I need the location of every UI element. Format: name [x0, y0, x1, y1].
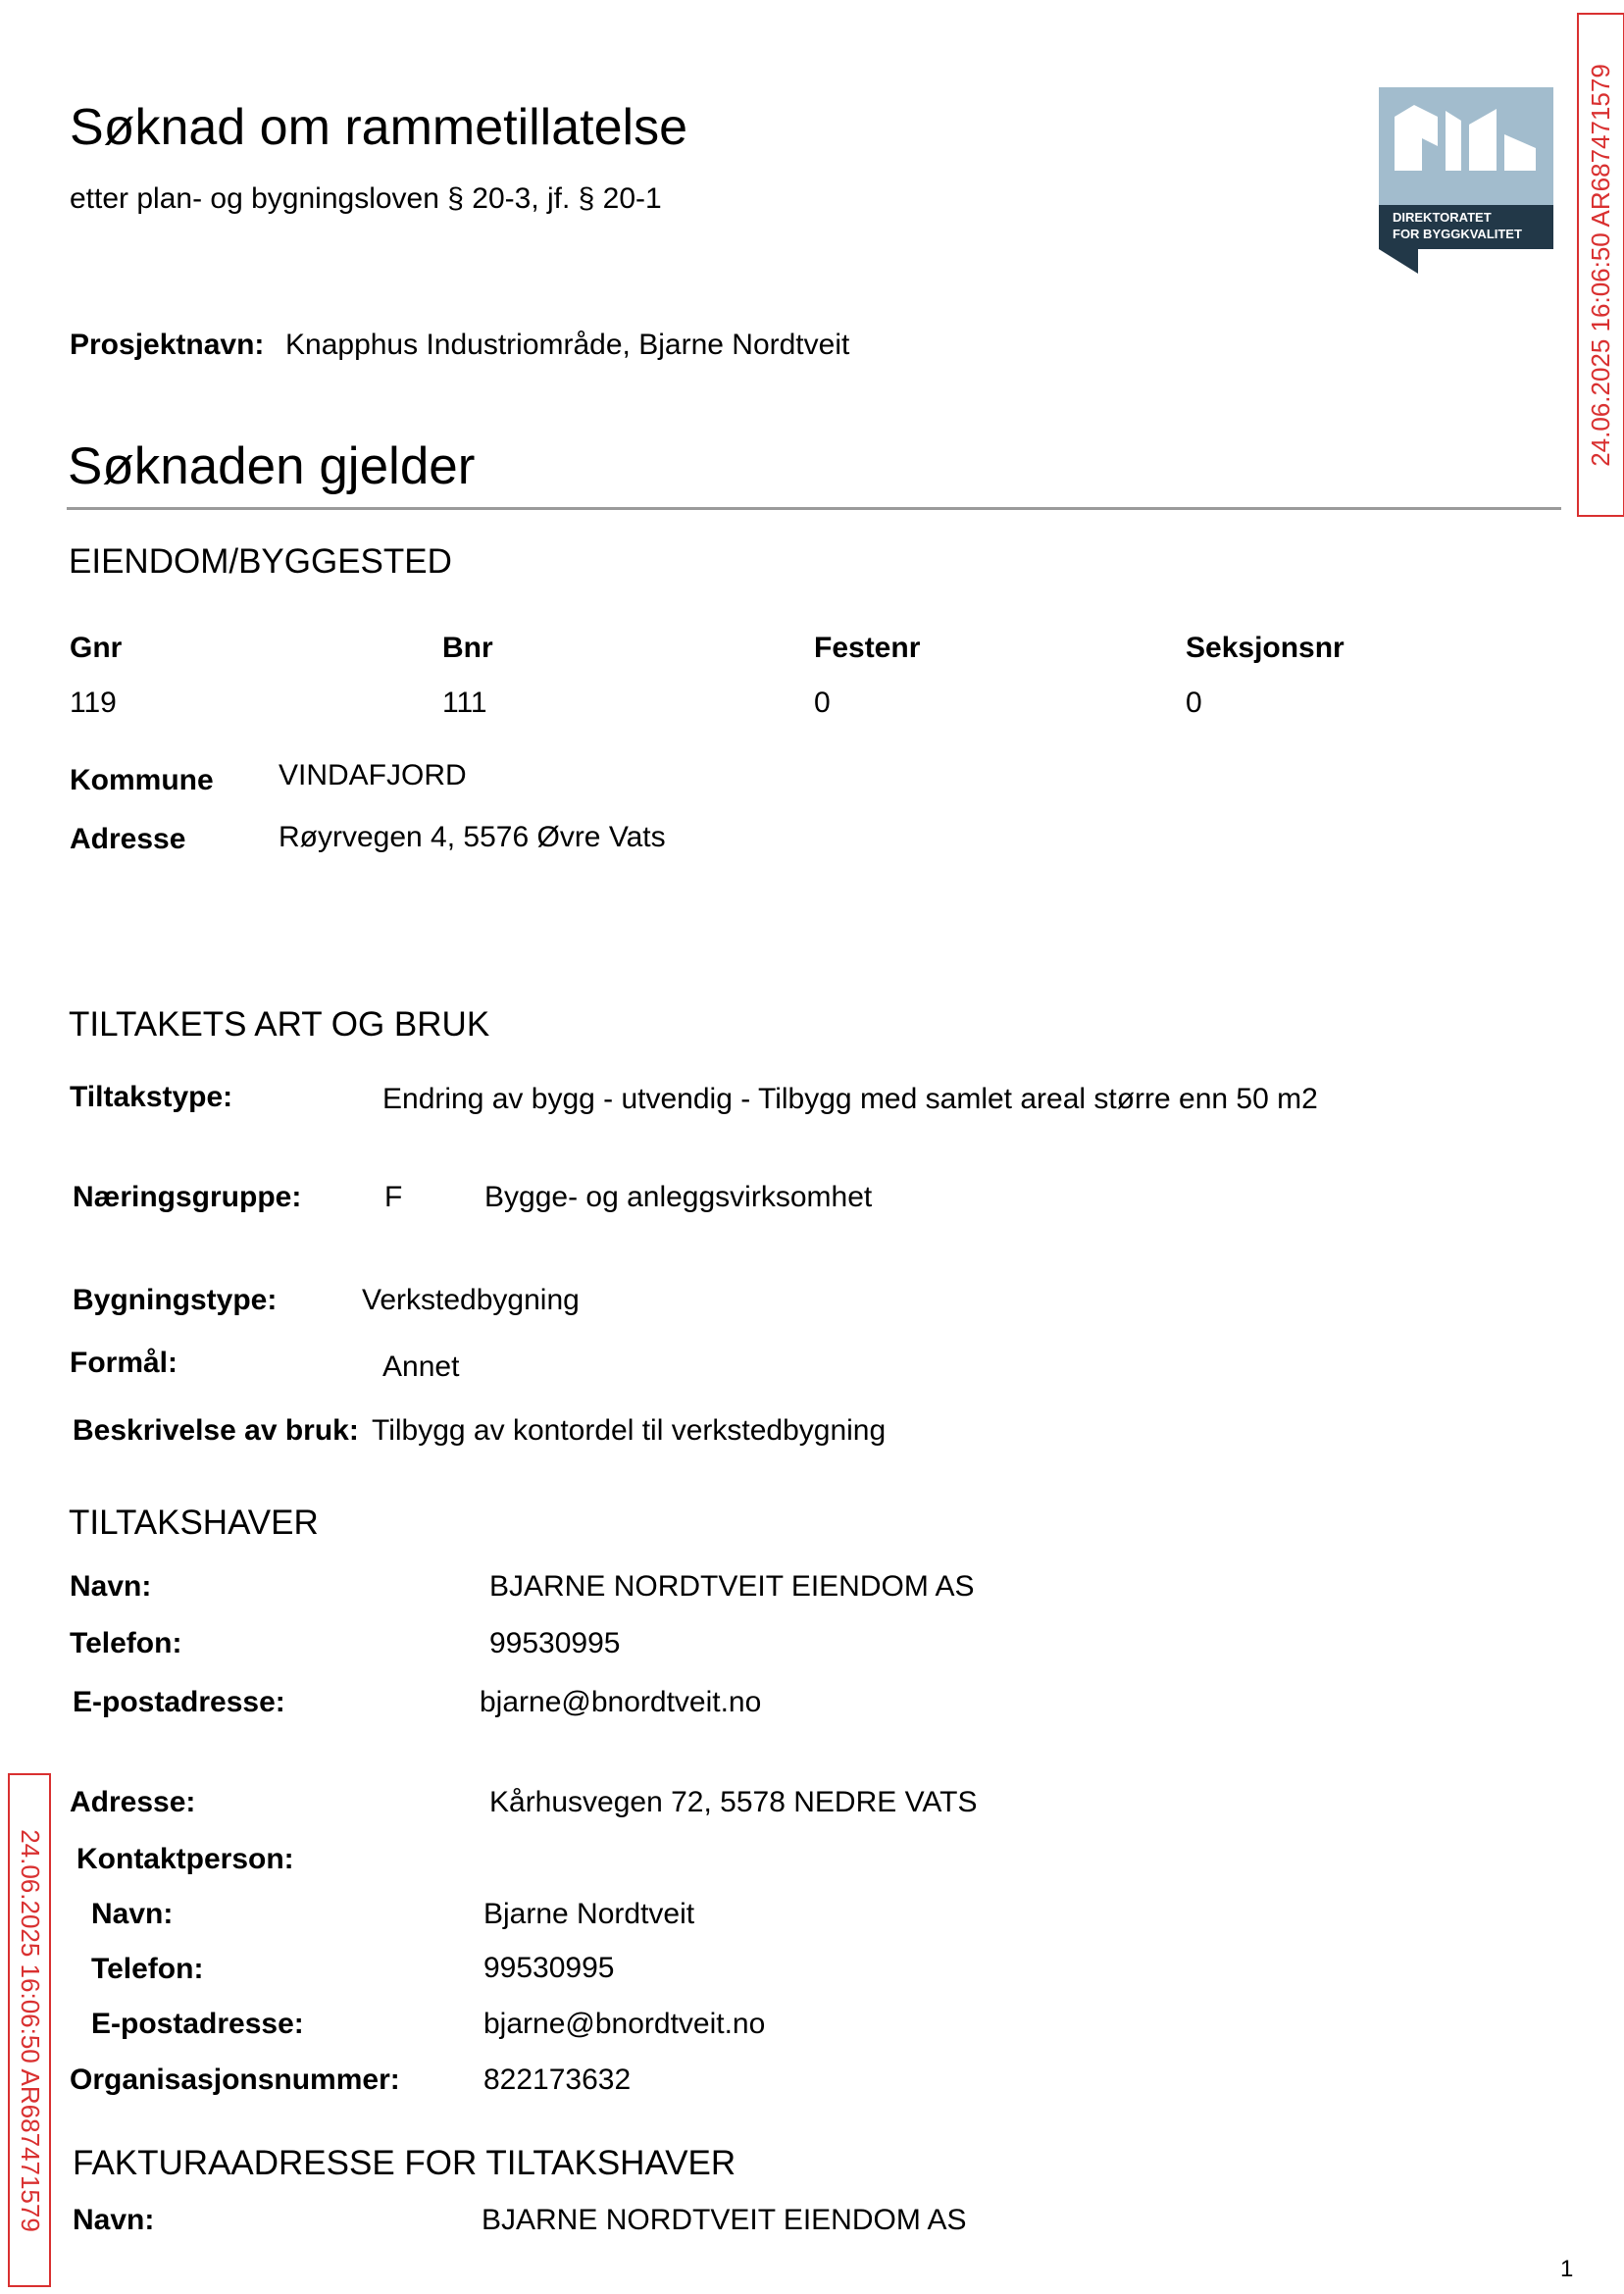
- faktura-heading: FAKTURAADRESSE FOR TILTAKSHAVER: [73, 2144, 736, 2182]
- kommune-value: VINDAFJORD: [279, 759, 467, 791]
- orgnr-label: Organisasjonsnummer:: [70, 2064, 400, 2096]
- gnr-value: 119: [70, 687, 117, 719]
- naeringsgruppe-code: F: [384, 1181, 403, 1213]
- tiltakshaver-heading: TILTAKSHAVER: [69, 1504, 319, 1542]
- bygningstype-value: Verkstedbygning: [362, 1284, 580, 1316]
- project-value: Knapphus Industriområde, Bjarne Nordtveit: [285, 329, 850, 361]
- beskrivelse-label: Beskrivelse av bruk:: [73, 1414, 359, 1447]
- logo-line2: FOR BYGGKVALITET: [1393, 227, 1522, 241]
- dibk-logo: [1379, 87, 1553, 274]
- bnr-label: Bnr: [442, 632, 493, 664]
- timestamp-stamp-side: 24.06.2025 16:06:50 AR687471579: [8, 1773, 51, 2287]
- orgnr-value: 822173632: [483, 2064, 632, 2096]
- tiltakshaver-epost-label: E-postadresse:: [73, 1686, 285, 1718]
- document-title: Søknad om rammetillatelse: [70, 99, 687, 156]
- kontakt-epost-label: E-postadresse:: [91, 2008, 304, 2040]
- tiltakshaver-navn-value: BJARNE NORDTVEIT EIENDOM AS: [489, 1570, 975, 1603]
- adresse-value: Røyrvegen 4, 5576 Øvre Vats: [279, 821, 666, 853]
- seksjonsnr-value: 0: [1186, 687, 1202, 719]
- kontakt-epost-value: bjarne@bnordtveit.no: [483, 2008, 766, 2040]
- adresse-label: Adresse: [70, 823, 186, 855]
- gnr-label: Gnr: [70, 632, 123, 664]
- section-heading: Søknaden gjelder: [68, 437, 476, 495]
- page-number: 1: [1560, 2256, 1574, 2282]
- tiltakstype-value: Endring av bygg - utvendig - Tilbygg med samlet areal større enn 50 m2: [382, 1083, 1318, 1115]
- bygningstype-label: Bygningstype:: [73, 1284, 278, 1316]
- beskrivelse-value: Tilbygg av kontordel til verkstedbygning: [372, 1414, 887, 1447]
- logo-line1: DIREKTORATET: [1393, 210, 1492, 225]
- kontakt-navn-value: Bjarne Nordtveit: [483, 1898, 695, 1930]
- project-label: Prosjektnavn:: [70, 329, 265, 361]
- kontaktperson-label: Kontaktperson:: [76, 1843, 294, 1875]
- festenr-label: Festenr: [814, 632, 921, 664]
- faktura-navn-label: Navn:: [73, 2204, 155, 2236]
- tiltakshaver-adresse-label: Adresse:: [70, 1786, 196, 1818]
- timestamp-stamp-top: 24.06.2025 16:06:50 AR687471579: [1577, 13, 1624, 517]
- tiltakshaver-telefon-label: Telefon:: [70, 1627, 182, 1659]
- faktura-navn-value: BJARNE NORDTVEIT EIENDOM AS: [482, 2204, 967, 2236]
- section-divider: [67, 507, 1561, 510]
- kontakt-navn-label: Navn:: [91, 1898, 174, 1930]
- formal-value: Annet: [382, 1351, 460, 1383]
- bnr-value: 111: [442, 687, 487, 719]
- naeringsgruppe-label: Næringsgruppe:: [73, 1181, 302, 1213]
- tiltak-heading: TILTAKETS ART OG BRUK: [69, 1005, 490, 1044]
- festenr-value: 0: [814, 687, 831, 719]
- kontakt-telefon-label: Telefon:: [91, 1953, 204, 1985]
- tiltakshaver-telefon-value: 99530995: [489, 1627, 621, 1659]
- tiltakshaver-adresse-value: Kårhusvegen 72, 5578 NEDRE VATS: [489, 1786, 978, 1818]
- kommune-label: Kommune: [70, 764, 214, 796]
- dibk-logo-mark: [1379, 87, 1553, 274]
- tiltakshaver-navn-label: Navn:: [70, 1570, 152, 1603]
- document-subtitle: etter plan- og bygningsloven § 20-3, jf. § 20-1: [70, 182, 662, 215]
- formal-label: Formål:: [70, 1347, 178, 1379]
- kontakt-telefon-value: 99530995: [483, 1952, 615, 1984]
- tiltakshaver-epost-value: bjarne@bnordtveit.no: [480, 1686, 762, 1718]
- tiltakstype-label: Tiltakstype:: [70, 1081, 233, 1113]
- naeringsgruppe-value: Bygge- og anleggsvirksomhet: [484, 1181, 873, 1213]
- eiendom-heading: EIENDOM/BYGGESTED: [69, 542, 452, 581]
- seksjonsnr-label: Seksjonsnr: [1186, 632, 1345, 664]
